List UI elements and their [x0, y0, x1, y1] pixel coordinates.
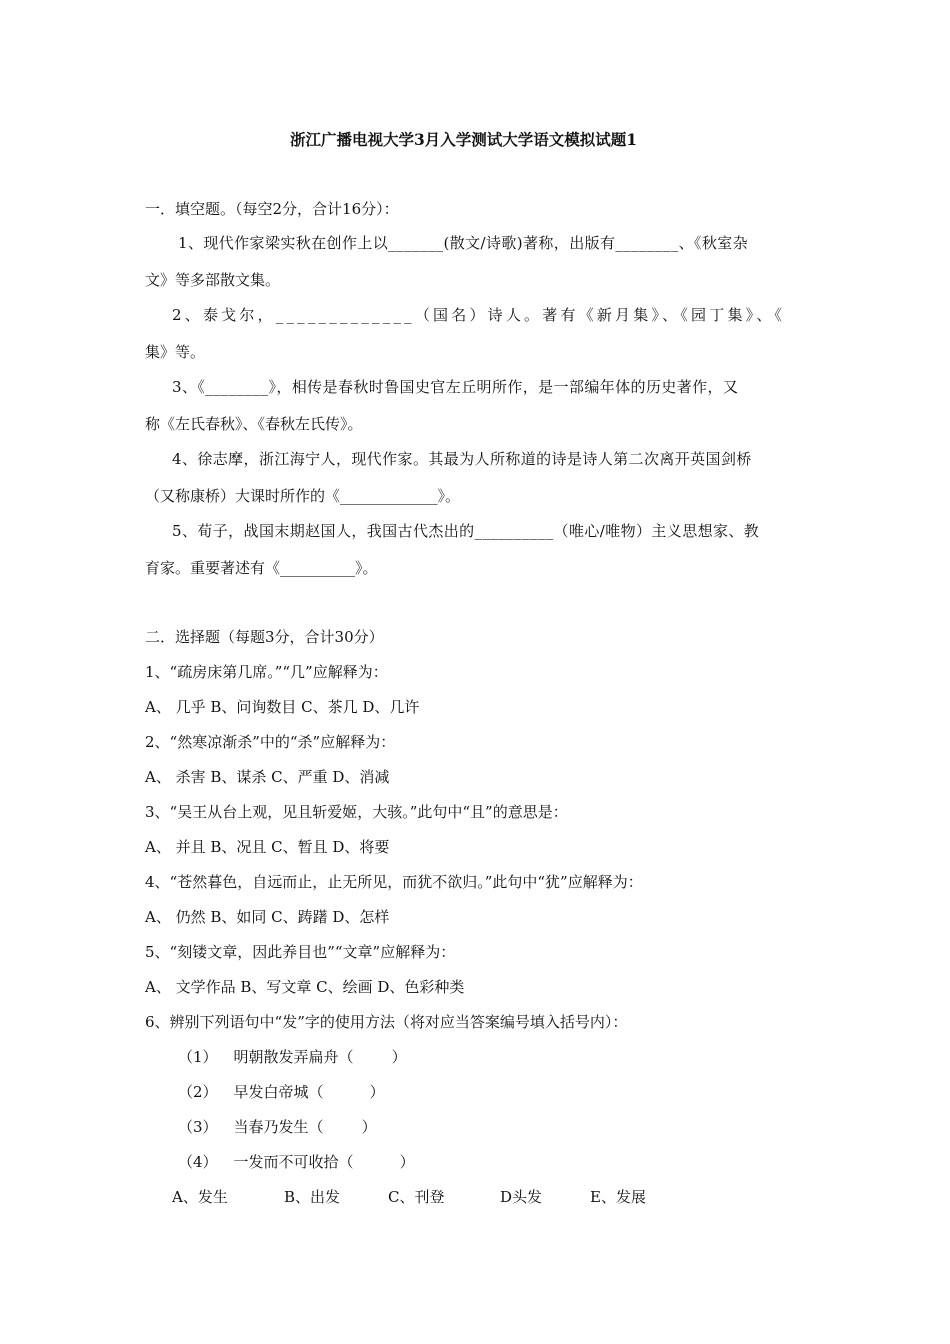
q6-item-text: 明朝散发弄扁舟（	[233, 1048, 354, 1066]
q6-option-c: C、刊登	[388, 1188, 445, 1206]
q2-line1: 2、泰戈尔，_____________（国名）诗人。著有《新月集》、《园丁集》、《	[172, 306, 786, 324]
q3-line1: 3、《________》，相传是春秋时鲁国史官左丘明所作，是一部编年体的历史著作，又	[172, 378, 739, 396]
q4-line2: （又称康桥）大课时所作的《_____________》。	[145, 487, 461, 505]
choice-q4-options: A、 仍然 B、如同 C、踌躇 D、怎样	[145, 908, 390, 926]
q6-item-num: （2）	[178, 1083, 218, 1101]
choice-q3: 3、“吴王从台上观，见且斩爱姬，大骇。”此句中“且”的意思是：	[145, 803, 568, 821]
q6-item-close: ）	[369, 1083, 385, 1101]
choice-q3-options: A、 并且 B、况且 C、暂且 D、将要	[145, 838, 390, 856]
choice-q1-options: A、 几乎 B、问询数目 C、茶几 D、几许	[145, 698, 420, 716]
q6-item-1	[178, 1047, 407, 1067]
q6-option-d: D头发	[500, 1188, 543, 1206]
section2-heading: 二．选择题（每题3分，合计30分）	[145, 628, 384, 646]
q6-item-4	[178, 1152, 415, 1172]
q6-item-text: 早发白帝城（	[233, 1083, 324, 1101]
q6-item-num: （3）	[178, 1118, 218, 1136]
q5-line2: 育家。重要著述有《__________》。	[145, 559, 378, 577]
page-title: 浙江广播电视大学3月入学测试大学语文模拟试题1	[290, 130, 638, 149]
choice-q6-stem: 6、辨别下列语句中“发”字的使用方法（将对应当答案编号填入括号内）：	[145, 1013, 628, 1031]
q6-item-text: 一发而不可收拾（	[233, 1153, 354, 1171]
choice-q1: 1、“疏房床第几席。”“几”应解释为：	[145, 663, 388, 681]
q6-option-a: A、发生	[172, 1188, 228, 1206]
q2-line2: 集》等。	[145, 343, 206, 361]
q6-item-close: ）	[361, 1118, 377, 1136]
q6-item-text: 当春乃发生（	[233, 1118, 324, 1136]
choice-q4: 4、“苍然暮色，自远而止，止无所见，而犹不欲归。”此句中“犹”应解释为：	[145, 873, 643, 891]
q6-item-3	[178, 1117, 377, 1137]
q1-line2: 文》等多部散文集。	[145, 271, 281, 289]
q4-line1: 4、徐志摩，浙江海宁人，现代作家。其最为人所称道的诗是诗人第二次离开英国剑桥	[172, 450, 752, 468]
q1-line1: 1、现代作家梁实秋在创作上以_______(散文/诗歌)著称，出版有________、《秋室杂	[178, 234, 749, 252]
q6-item-close: ）	[391, 1048, 407, 1066]
q6-option-e: E、发展	[590, 1188, 646, 1206]
choice-q2: 2、“然寒凉渐杀”中的“杀”应解释为：	[145, 733, 396, 751]
q3-line2: 称《左氏春秋》、《春秋左氏传》。	[145, 415, 363, 433]
choice-q5-options: A、 文学作品 B、写文章 C、绘画 D、色彩种类	[145, 978, 465, 996]
q6-item-num: （4）	[178, 1153, 218, 1171]
q6-item-close: ）	[399, 1153, 415, 1171]
choice-q2-options: A、 杀害 B、谋杀 C、严重 D、消减	[145, 768, 390, 786]
section1-heading: 一．填空题。（每空2分，合计16分）：	[145, 200, 399, 218]
q5-line1: 5、荀子，战国末期赵国人，我国古代杰出的__________（唯心/唯物）主义思想家、教	[172, 522, 760, 540]
q6-item-num: （1）	[178, 1048, 218, 1066]
q6-option-b: B、出发	[284, 1188, 341, 1206]
q6-item-2	[178, 1082, 385, 1102]
choice-q5: 5、“刻镂文章，因此养目也”“文章”应解释为：	[145, 943, 456, 961]
